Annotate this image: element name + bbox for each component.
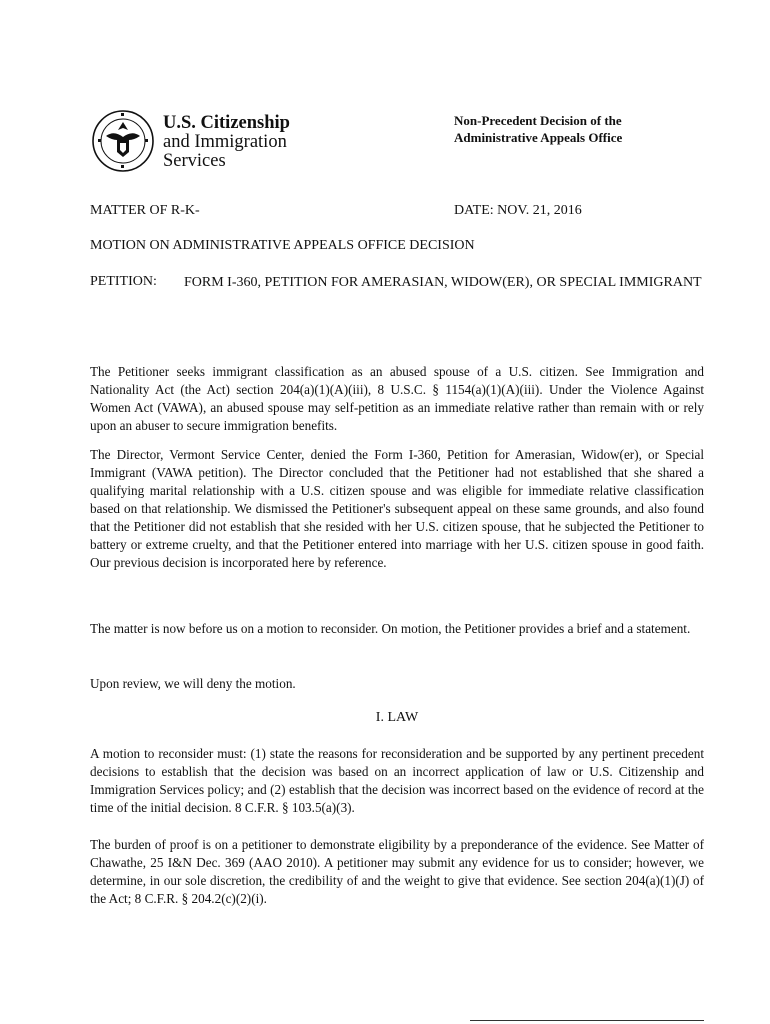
motion-title: MOTION ON ADMINISTRATIVE APPEALS OFFICE DECISION <box>90 238 475 253</box>
paragraph-6: The burden of proof is on a petitioner to demonstrate eligibility by a preponderance of the evidence. See Matter of Chawathe, 25 I&N Dec. 369 (AAO 2010). A petitioner may submit any evidence for us to consider; however, we determine, in our sole discretion, the credibility of and the weight to give that evidence. See section 204(a)(1)(J) of the Act; 8 C.F.R. § 204.2(c)(2)(i). <box>90 837 704 906</box>
petition-label: PETITION: <box>90 274 157 289</box>
decision-type-line-2: Administrative Appeals Office <box>454 130 623 145</box>
section-heading <box>0 710 770 726</box>
agency-name <box>163 114 290 171</box>
paragraph-2: The Director, Vermont Service Center, denied the Form I-360, Petition for Amerasian, Widow(er), or Special Immigrant (VAWA petition). The Director concluded that the Petitioner had not established that she shared a qualifying marital relationship with a U.S. citizen spouse and was eligible for immediate relative classification based on that relationship. We dismissed the Petitioner's subsequent appeal on these same grounds, and also found that the Petitioner did not establish that she resided with her U.S. citizen spouse, that he subjected the Petitioner to battery or extreme cruelty, and that the Petitioner entered into marriage with her U.S. citizen spouse in good faith. Our previous decision is incorporated here by reference. <box>90 447 704 570</box>
section-heading-text: I. LAW <box>375 710 419 725</box>
paragraph-5: A motion to reconsider must: (1) state the reasons for reconsideration and be supported by any pertinent precedent decisions to establish that the decision was based on an incorrect application of law or U.S. Citizenship and Immigration Services policy; and (2) establish that the decision was incorrect based on the evidence of record at the time of the initial decision. 8 C.F.R. § 103.5(a)(3). <box>90 746 704 815</box>
agency-line-3: Services <box>163 151 226 171</box>
agency-line-1: U.S. Citizenship <box>163 113 290 133</box>
decision-type-line-1: Non-Precedent Decision of the <box>454 113 622 128</box>
decision-type <box>454 112 622 146</box>
decision-date: DATE: NOV. 21, 2016 <box>454 203 582 218</box>
paragraph-3: The matter is now before us on a motion to reconsider. On motion, the Petitioner provides a brief and a statement. <box>90 621 691 636</box>
petition-value: FORM I-360, PETITION FOR AMERASIAN, WIDOW(ER), OR SPECIAL IMMIGRANT <box>184 275 702 290</box>
matter-of: MATTER OF R-K- <box>90 203 200 218</box>
agency-line-2: and Immigration <box>163 132 287 152</box>
dhs-seal-icon <box>92 110 154 172</box>
paragraph-4: Upon review, we will deny the motion. <box>90 676 296 691</box>
paragraph-1: The Petitioner seeks immigrant classification as an abused spouse of a U.S. citizen. See Immigration and Nationality Act (the Act) section 204(a)(1)(A)(iii), 8 U.S.C. § 1154(a)(1)(A)(iii). Under the Violence Against Women Act (VAWA), an abused spouse may self-petition as an immediate relative rather than remain with or rely upon an abuser to secure immigration benefits. <box>90 364 704 433</box>
footer-rule <box>470 1020 704 1021</box>
